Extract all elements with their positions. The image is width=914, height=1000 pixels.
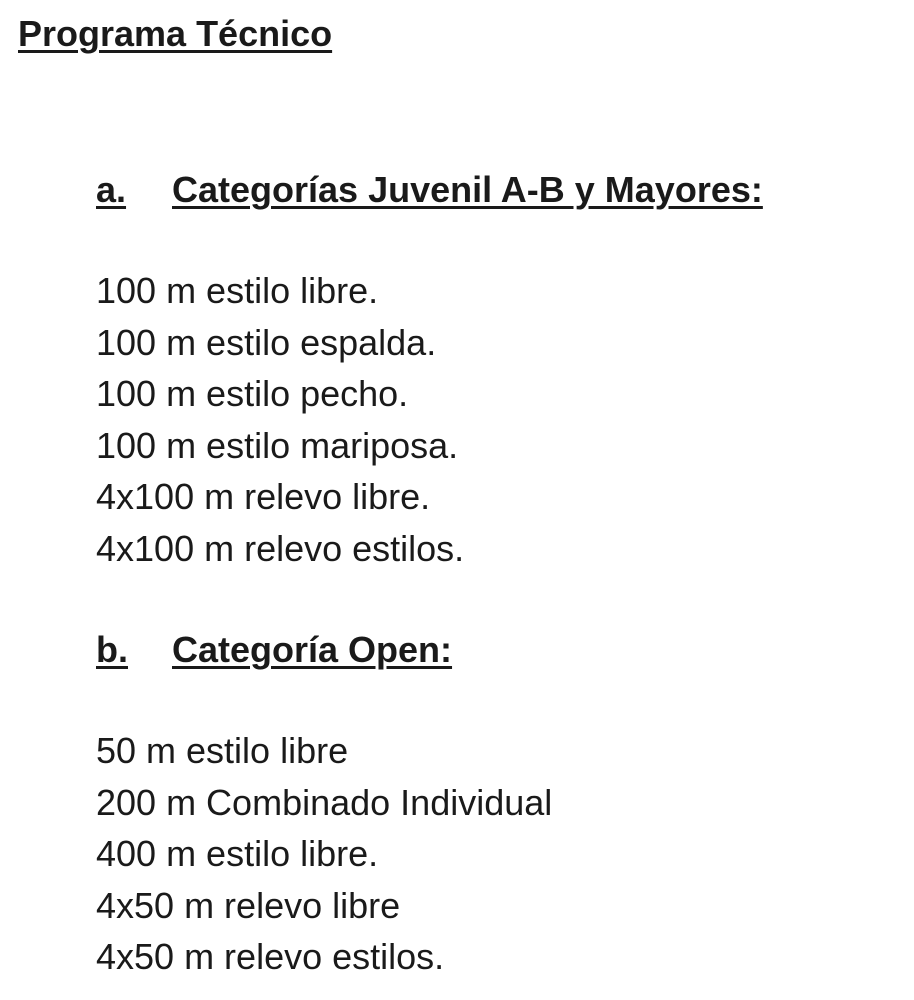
- section-juvenil-mayores: [96, 168, 763, 574]
- event-item: 100 m estilo libre.: [96, 270, 379, 311]
- event-item: 4x50 m relevo libre: [96, 884, 401, 926]
- section-open: [96, 628, 552, 983]
- event-list: [96, 265, 763, 574]
- event-item: 4x50 m relevo estilos.: [96, 936, 445, 977]
- event-item: 4x100 m relevo estilos.: [96, 527, 465, 569]
- document-title: Programa Técnico: [18, 13, 333, 54]
- section-heading: [96, 168, 763, 212]
- event-list: [96, 725, 552, 983]
- event-item: 4x100 m relevo libre.: [96, 476, 431, 517]
- section-title: Categoría Open:: [172, 629, 453, 670]
- event-item: 100 m estilo mariposa.: [96, 424, 459, 466]
- section-letter: a.: [96, 169, 127, 210]
- section-title: Categorías Juvenil A-B y Mayores:: [172, 169, 763, 210]
- event-item: 400 m estilo libre.: [96, 833, 379, 874]
- section-letter: b.: [96, 629, 128, 670]
- section-heading: [96, 628, 552, 672]
- event-item: 50 m estilo libre: [96, 730, 349, 771]
- event-item: 200 m Combinado Individual: [96, 781, 553, 823]
- event-item: 100 m estilo espalda.: [96, 321, 437, 363]
- event-item: 100 m estilo pecho.: [96, 373, 409, 414]
